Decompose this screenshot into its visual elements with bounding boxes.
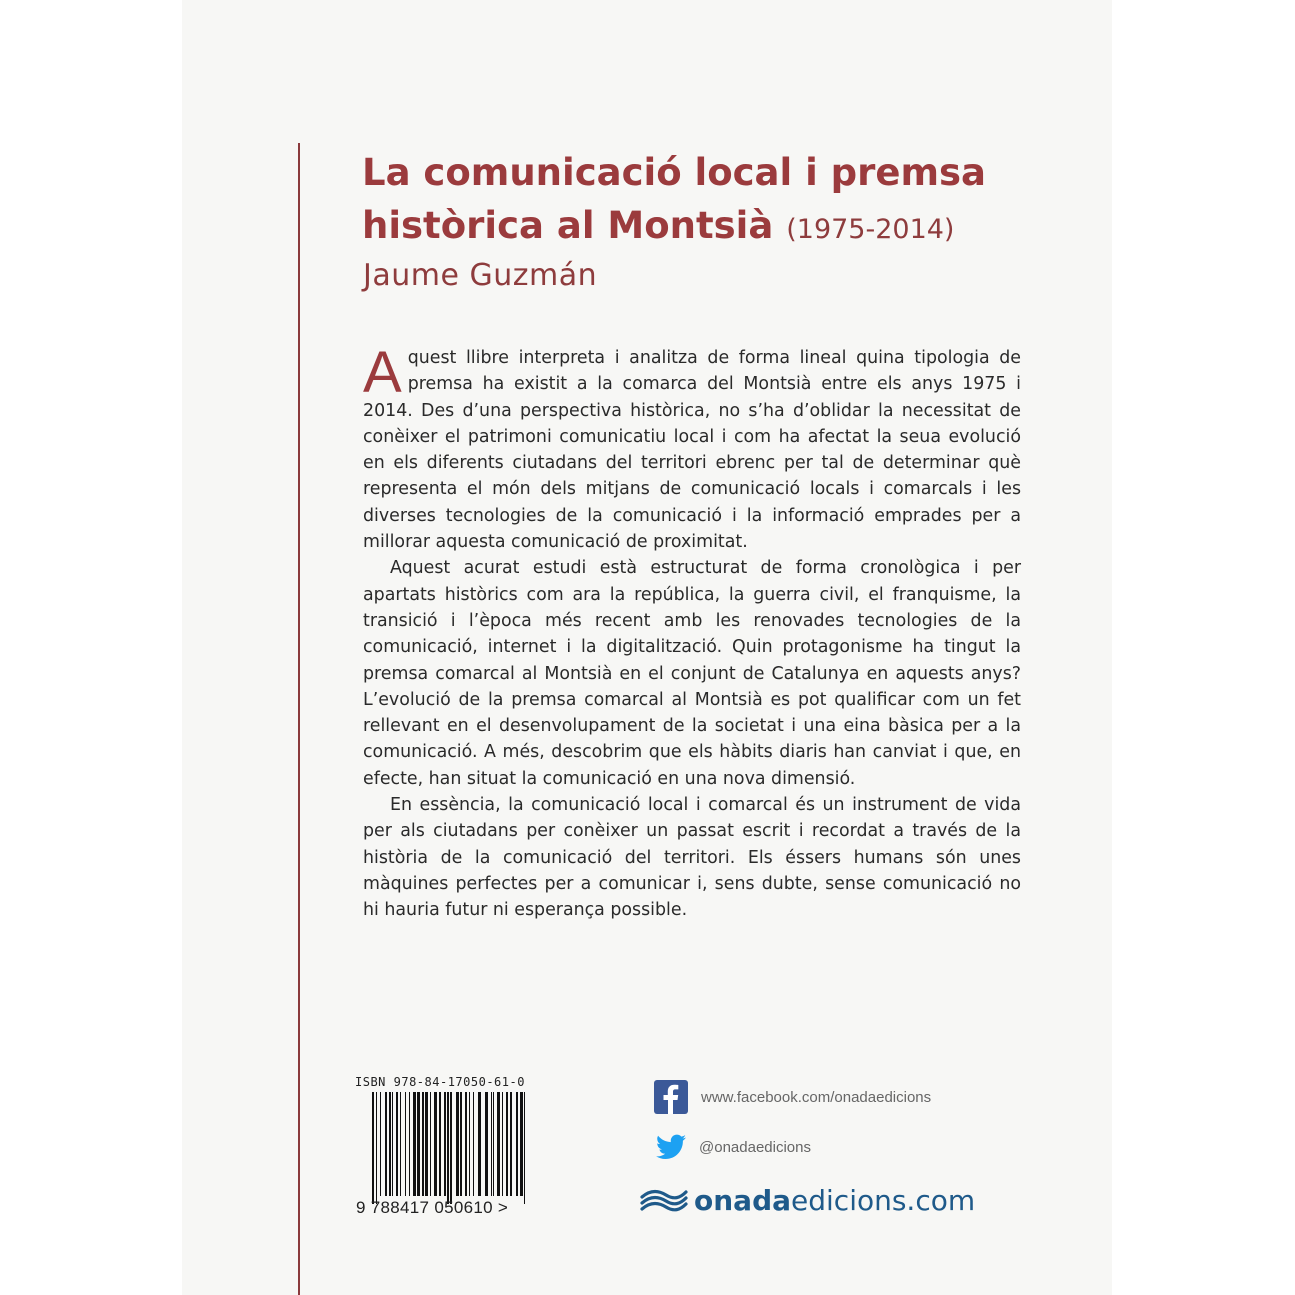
- twitter-link[interactable]: [656, 1134, 811, 1160]
- title-line-2: [362, 199, 1012, 256]
- book-title: [362, 146, 1012, 256]
- drop-cap: A: [363, 340, 402, 405]
- title-years: (1975-2014): [786, 214, 955, 245]
- facebook-url[interactable]: www.facebook.com/onadaedicions: [701, 1088, 932, 1106]
- twitter-handle[interactable]: @onadaedicions: [699, 1138, 811, 1156]
- publisher-name-bold: onada: [694, 1184, 792, 1217]
- title-line-2-text: històrica al Montsià: [362, 204, 774, 247]
- title-line-1: La comunicació local i premsa: [362, 151, 987, 194]
- twitter-icon: [656, 1134, 686, 1160]
- isbn-label: ISBN 978-84-17050-61-0: [355, 1075, 525, 1089]
- publisher-name: [694, 1184, 975, 1217]
- blurb-paragraph-1-text: quest llibre interpreta i analitza de forma lineal quina tipologia de premsa ha existit a la comarca del Montsià entre els anys 1975 i 2014. Des d’una perspectiva històrica, no s’ha d’oblidar la necessitat de conèixer el patrimoni comunicatiu local i com ha afectat la seua evolució en els diferents ciutadans del territori ebrenc per tal de determinar què representa el món dels mitjans de comunicació locals i comarcals i les diverses tecnologies de la comunicació i la informació emprades per a millorar aquesta comunicació de proximitat.: [363, 348, 1021, 553]
- facebook-icon: [654, 1080, 688, 1114]
- publisher-logo[interactable]: [640, 1184, 975, 1217]
- blurb-paragraph-2: Aquest acurat estudi està estructurat de forma cronològica i per apartats històrics com ara la república, la guerra civil, el franquisme, la transició i l’època més recent amb les renovades tecnologies de la comunicació, internet i la digitalització. Quin protagonisme ha tingut la premsa comarcal al Montsià en el conjunt de Catalunya en aquests anys? L’evolució de la premsa comarcal al Montsià es pot qualificar com un fet rellevant en el desenvolupament de la societat i una eina bàsica per a la comunicació. A més, descobrim que els hàbits diaris han canviat i que, en efecte, han situat la comunicació en una nova dimensió.: [363, 558, 1021, 789]
- barcode-digits: 9 788417 050610 >: [356, 1198, 509, 1217]
- blurb-paragraph-1: [363, 340, 1021, 555]
- facebook-link[interactable]: [654, 1080, 931, 1114]
- waves-logo-icon: [640, 1188, 688, 1214]
- vertical-rule: [298, 143, 300, 1295]
- barcode: [370, 1092, 532, 1204]
- blurb-text: [363, 340, 1021, 924]
- publisher-name-rest: edicions.com: [791, 1184, 976, 1217]
- blurb-paragraph-3: En essència, la comunicació local i comarcal és un instrument de vida per als ciutadans per conèixer un passat escrit i recordat a través de la història de la comunicació del territori. Els éssers humans són unes màquines perfectes per a comunicar i, sens dubte, sense comunicació no hi hauria futur ni esperança possible.: [363, 795, 1021, 921]
- author-name: Jaume Guzmán: [363, 258, 598, 293]
